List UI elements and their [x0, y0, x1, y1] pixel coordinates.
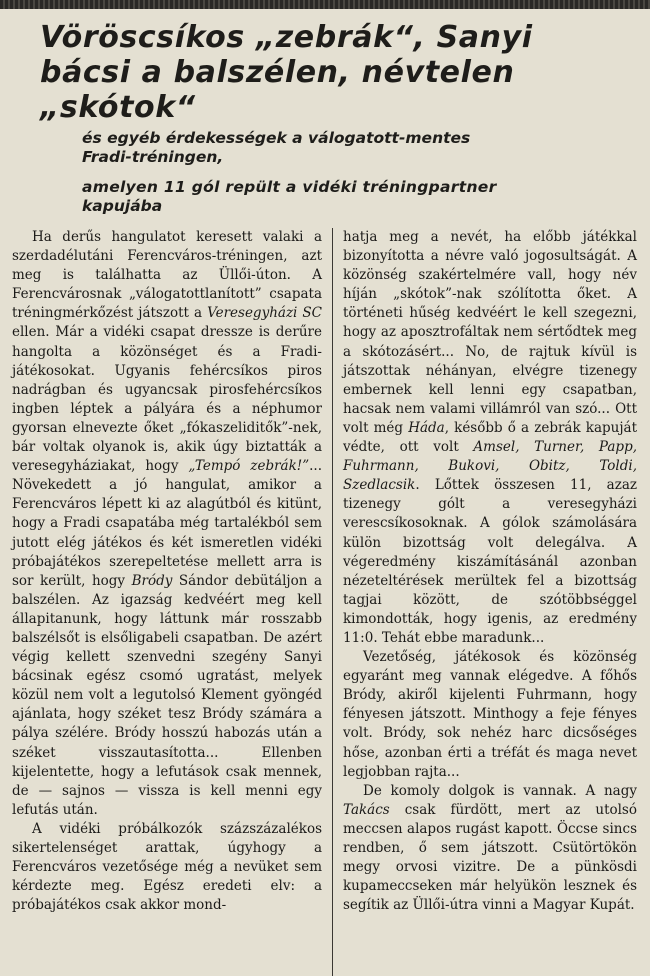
text-run: Ha derűs hangulatot keresett valaki a szerdadélutáni Ferencváros-tréningen, azt meg is találhatta az Üllői-úton. A Ferencvárosnak „válogatottlanított” csapata tréningmérkőzést játszott a: [12, 229, 322, 322]
text-run: ellen. Már a vidéki csapat dressze is derűre hangolta a közönséget és a Fradi-játékosokat. Ugyanis fehércsíkos piros nadrágban és ugyancsak pirosfehércsíkos ingben léptek a pályára és a néphumor gyorsan elnevezte őket „fókaszeliditők”-nek, bár voltak olyanok is, akik úgy biztatták a veresegyháziakat, hogy: [12, 324, 322, 475]
subheadline-1-line-2: Fradi-tréningen,: [82, 148, 224, 166]
player-names: Amsel, Turner, Papp, Fuhrmann, Bukovi, Obitz, Toldi, Szedlacsik: [343, 439, 638, 494]
text-run: . Lőttek összesen 11, azaz tizenegy gólt a veresegyházi verescsíkosoknak. A gólok számolására külön bizottság volt delegálva. A végeredmény kiszámításánál azonban nézeteltérések merültek fel a bizottság tagjai között, de szótöbbséggel kimondották, hogy igenis, az eredmény 11:0. Tehát ebbe maradunk...: [343, 477, 637, 646]
paragraph: [12, 228, 322, 820]
subheadline-1-line-1: és egyéb érdekességek a válogatott-mentes: [82, 129, 471, 147]
headline-line-3: „skótok“: [40, 90, 196, 125]
text-run: De komoly dolgok is vannak. A nagy: [363, 782, 637, 799]
paragraph: A vidéki próbálkozók százszázalékos sikertelenséget arattak, úgyhogy a Ferencváros vezetősége még a nevüket sem kérdezte meg. Egész eredeti elv: a próbajátékos csak akkor mond-: [12, 820, 322, 914]
subheadline-1: [82, 129, 638, 167]
headline-line-1: Vöröscsíkos „zebrák“, Sanyi: [40, 20, 533, 55]
article-headline: [40, 20, 642, 125]
crowd-quote: „Tempó zebrák!”: [188, 458, 310, 475]
text-run: Sándor debütáljon a balszélen. Az igazság kedvéért meg kell állapitanunk, hogy láttunk már rosszabb balszélsőt is elsőligabeli csapatban. De azért végig kellett szenvedni szegény Sanyi bácsinak egész csomó ugratást, melyek közül nem volt a legutolsó Klement gyöngéd ajánlata, hogy széket tesz Bródy számára a pálya szélére. Bródy hosszú habozás után a széket visszautasította... Ellenben kijelentette, hogy a lefutások csak mennek, de — sajnos — vissza is kell menni egy lefutás után.: [12, 572, 323, 818]
text-run: hatja meg a nevét, ha előbb játékkal bizonyította a névre való jogosultságát. A közönség szakértelmére vall, hogy név híján „skótok”-nak szólította őket. A történeti hűség kedvéért le kell szegezni, hogy az aposztrofáltak nem sértődtek meg a skótozásért... No, de rajtuk kívül is játszottak néhányan, elvégre tizenegy embernek kell lenni egy csapatban, hacsak nem valami villámról van szó... Ott volt még: [343, 229, 637, 436]
headline-line-2: bácsi a balszélen, névtelen: [40, 55, 515, 90]
subheadline-2-line-2: kapujába: [82, 197, 163, 215]
paragraph: [343, 228, 637, 648]
top-border-rule: [0, 0, 650, 9]
column-divider: [332, 228, 333, 976]
paragraph: [343, 782, 637, 916]
player-name: Bródy: [131, 572, 173, 589]
subheadline-2-line-1: amelyen 11 gól repült a vidéki tréningpartner: [82, 178, 497, 196]
text-run: , később ő a zebrák kapuját védte, ott volt: [343, 419, 637, 456]
subheadline-2: [82, 178, 638, 216]
article-column-left: [12, 228, 322, 915]
text-run: ... Növekedett a jó hangulat, amikor a Ferencváros lépett ki az alagútból és kitünt, hogy a Fradi csapatába még tartalékból sem jutott elég játékos és két ismeretlen vidéki próbajátékos szerepeltetése mellett arra is sor került, hogy: [12, 458, 322, 589]
text-run: csak fürdött, mert az utolsó meccsen alapos rugást kapott. Öccse sincs rendben, ő sem játszott. Csütörtökön megy orvosi vizitre. De a pünkösdi kupameccseken már helyükön lesznek és segítik az Üllői-útra vinni a Magyar Kupát.: [343, 801, 637, 914]
player-name: Háda: [408, 419, 445, 436]
player-name: Takács: [343, 801, 390, 818]
club-name: Veresegyházi SC: [207, 305, 322, 322]
paragraph: Vezetőség, játékosok és közönség egyaránt meg vannak elégedve. A főhős Bródy, akiről kijelenti Fuhrmann, hogy fényesen játszott. Minthogy a feje fényes volt. Bródy, sok nehéz harc dicsőséges hőse, azonban érti a tréfát és maga nevet legjobban rajta...: [343, 649, 637, 780]
article-column-right: [343, 228, 637, 915]
